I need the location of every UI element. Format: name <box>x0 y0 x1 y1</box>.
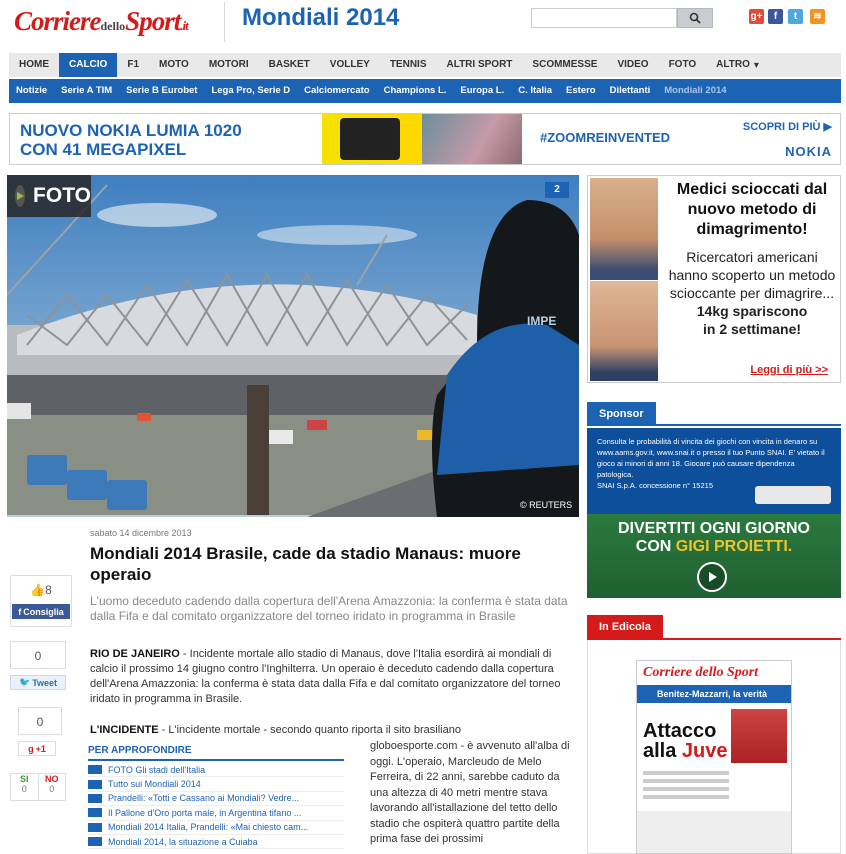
stadium-photo-illustration <box>7 175 579 517</box>
related-item[interactable] <box>88 806 344 820</box>
related-item-label: Il Pallone d'Oro porta male, in Argentina tifano ... <box>108 807 302 818</box>
promo-line-1: DIVERTITI OGNI GIORNO <box>617 520 810 537</box>
newspaper-cover[interactable] <box>636 660 792 854</box>
cover-logo: Corriere dello Sport <box>643 665 759 680</box>
photo-count-badge[interactable]: 2 <box>545 182 569 198</box>
nav-item-video[interactable]: VIDEO <box>617 59 649 70</box>
article-title: Mondiali 2014 Brasile, cade da stadio Manaus: muore operaio <box>90 544 521 584</box>
banner-line-2: CON 41 MEGAPIXEL <box>20 140 187 159</box>
main-navigation <box>9 53 841 77</box>
sponsor-box[interactable] <box>587 428 841 514</box>
article-photo[interactable] <box>7 175 579 517</box>
subnav-item-c-italia[interactable]: C. Italia <box>518 85 553 96</box>
section-label: L'INCIDENTE <box>90 724 159 736</box>
poll-box <box>10 773 66 801</box>
gplus-count: 0 <box>18 707 62 735</box>
cover-headline: Attacco alla Juve <box>643 720 728 762</box>
article-icon <box>88 808 102 817</box>
like-count: 👍8 <box>30 583 52 597</box>
nav-item-moto[interactable]: MOTO <box>159 59 189 70</box>
snai-promo-video[interactable] <box>587 514 841 598</box>
article-summary: L'uomo deceduto cadendo dalla copertura dell'Arena Amazzonia: la conferma è stata data dalla Fifa e dal comitato organizzatore del torneo iridato in programma in Brasile <box>90 594 568 623</box>
sponsor-header <box>587 402 841 426</box>
subnav-item-estero[interactable]: Estero <box>566 85 596 96</box>
sponsor-logos <box>755 486 831 504</box>
logo-main-text: Corriere <box>14 6 101 36</box>
related-item[interactable] <box>88 763 344 777</box>
poll-si[interactable] <box>11 774 39 800</box>
nav-item-foto[interactable]: FOTO <box>668 59 697 70</box>
related-item-label: Tutto sui Mondiali 2014 <box>108 779 201 790</box>
twitter-icon[interactable]: t <box>788 9 803 24</box>
article-icon <box>88 837 102 846</box>
nav-item-tennis[interactable]: TENNIS <box>389 59 427 70</box>
gplus-button[interactable] <box>18 741 56 756</box>
gplus-icon: g <box>28 743 34 754</box>
photo-badge-label: FOTO <box>33 184 91 207</box>
section-title[interactable]: Mondiali 2014 <box>242 4 400 31</box>
facebook-icon-small: f <box>18 606 22 617</box>
article-icon <box>88 780 102 789</box>
nav-item-altro[interactable]: ALTRO <box>716 59 750 70</box>
tweet-button[interactable] <box>10 675 66 690</box>
lead-dateline: RIO DE JANEIRO <box>90 648 180 660</box>
twitter-share-box <box>10 641 72 693</box>
banner-line-1: NUOVO NOKIA LUMIA 1020 <box>20 121 242 140</box>
article-section-paragraph <box>90 723 570 738</box>
article-date: sabato 14 dicembre 2013 <box>90 528 192 538</box>
sponsor-tab: Sponsor <box>587 402 656 426</box>
like-label: Consiglia <box>23 606 64 617</box>
facebook-share-box <box>10 575 72 627</box>
poll-si-count: 0 <box>21 784 27 794</box>
facebook-icon[interactable]: f <box>768 9 783 24</box>
poll-no[interactable] <box>39 774 66 800</box>
sponsor-concession: SNAI S.p.A. concessione n° 15215 <box>597 481 713 490</box>
nokia-banner-ad[interactable] <box>9 113 841 165</box>
subnav-item-dilettanti[interactable]: Dilettanti <box>609 85 651 96</box>
facebook-like-button[interactable] <box>12 604 70 619</box>
related-list <box>88 763 344 849</box>
sub-navigation <box>9 79 841 103</box>
banner-headline <box>20 121 242 159</box>
nav-item-calcio[interactable]: CALCIO <box>59 53 117 77</box>
search-button[interactable] <box>677 8 713 28</box>
after-photo <box>590 281 658 381</box>
diet-ad-claim-2: in 2 settimane! <box>702 321 802 337</box>
banner-cta[interactable]: SCOPRI DI PIÙ ▶ <box>742 121 832 133</box>
nav-item-scommesse[interactable]: SCOMMESSE <box>532 59 598 70</box>
diet-ad-text <box>666 248 838 338</box>
article-icon <box>88 823 102 832</box>
related-item-label: Prandelli: «Totti e Cassano ai Mondiali? Vedre... <box>108 793 300 804</box>
header-divider <box>224 2 225 42</box>
section-text: - L'incidente mortale - secondo quanto riporta il sito brasiliano <box>158 724 461 736</box>
logo-domain-text: .it <box>180 18 188 33</box>
video-play-icon[interactable] <box>697 562 727 592</box>
related-item-label: FOTO Gli stadi dell'Italia <box>108 764 206 775</box>
nav-item-home[interactable]: HOME <box>19 59 49 70</box>
logo-small-text: dello <box>100 19 126 33</box>
logo-sport-text: Sport <box>125 6 181 36</box>
edicola-header <box>587 615 841 640</box>
google-plus-icon[interactable]: g+ <box>750 11 763 22</box>
before-photo <box>590 178 658 280</box>
related-item[interactable] <box>88 835 344 849</box>
play-icon <box>13 183 27 209</box>
banner-hashtag: #ZOOMREINVENTED <box>540 130 671 145</box>
article-icon <box>88 794 102 803</box>
twitter-bird-icon: 🐦 <box>18 677 31 687</box>
lead-text: - Incidente mortale allo stadio di Manaus, dove l'Italia esordirà ai mondiali di calcio il prossimo 14 giugno contro l'Inghilterra. Un operaio è deceduto cadendo dalla copertura dell'Arena Amazzonia: la conferma è stata data dalla Fifa e dal comitato organizzatore del torneo iridato in programma in Brasile. <box>90 648 561 705</box>
search-input[interactable] <box>531 8 677 28</box>
article-icon <box>88 765 102 774</box>
related-articles <box>88 745 344 849</box>
related-item[interactable] <box>88 792 344 806</box>
nav-item-motori[interactable]: MOTORI <box>208 59 249 70</box>
photo-gallery-badge[interactable] <box>7 175 91 217</box>
banner-brand-logo: NOKIA <box>785 144 832 159</box>
chevron-down-icon: ▾ <box>753 59 759 71</box>
cover-text-lines <box>643 771 729 803</box>
subnav-item-serie-a-tim[interactable]: Serie A TIM <box>61 85 113 96</box>
subnav-item-calciomercato[interactable]: Calciomercato <box>304 85 370 96</box>
article-lead-paragraph <box>90 647 568 707</box>
diet-ad-claim-1: 14kg spariscono <box>696 303 808 319</box>
banner-photo <box>422 114 522 164</box>
related-item[interactable] <box>88 821 344 835</box>
site-logo[interactable] <box>14 6 188 37</box>
photo-credit: © REUTERS <box>520 500 573 510</box>
article-column-text: globoesporte.com - è avvenuto all'alba di oggi. L'operaio, Marcleudo de Melo Ferreira, di 22 anni, sarebbe caduto da una altezza di 40 metri mentre stava lavorando all'istallazione del tetto dello stadio che ospiterà quattro partite della prima fase dei prossimi <box>370 740 570 845</box>
nav-item-f1[interactable]: F1 <box>127 59 140 70</box>
poll-no-label: NO <box>45 774 59 784</box>
related-item-label: Mondiali 2014 Italia, Prandelli: «Mai chiesto cam... <box>108 822 309 833</box>
subnav-item-lega-pro-serie-d[interactable]: Lega Pro, Serie D <box>211 85 291 96</box>
related-heading: PER APPROFONDIRE <box>88 745 344 761</box>
promo-line-2: CON GIGI PROIETTI. <box>635 538 793 555</box>
subnav-item-europa-l-[interactable]: Europa L. <box>460 85 505 96</box>
edicola-box <box>587 640 841 854</box>
nav-item-altri-sport[interactable]: ALTRI SPORT <box>446 59 513 70</box>
cover-player-photo <box>731 709 787 799</box>
phone-image <box>340 118 400 160</box>
shirt-print: IMPE <box>527 314 557 328</box>
poll-no-count: 0 <box>49 784 55 794</box>
diet-ad-title: Medici scioccati dal nuovo metodo di dimagrimento! <box>676 181 828 238</box>
subnav-item-champions-l-[interactable]: Champions L. <box>383 85 447 96</box>
cover-strip: Benitez-Mazzarri, la verità <box>637 685 792 703</box>
subnav-item-mondiali-2014[interactable]: Mondiali 2014 <box>664 85 727 96</box>
diet-ad-link[interactable]: Leggi di più >> <box>750 364 828 376</box>
search-icon <box>689 12 701 24</box>
diet-ad-body: Ricercatori americani hanno scoperto un metodo scioccante per dimagrire... <box>668 249 836 301</box>
diet-ad[interactable] <box>587 175 841 383</box>
nav-item-basket[interactable]: BASKET <box>268 59 310 70</box>
subnav-item-notizie[interactable]: Notizie <box>16 85 48 96</box>
gplus-share-box <box>18 707 62 759</box>
subnav-item-serie-b-eurobet[interactable]: Serie B Eurobet <box>126 85 198 96</box>
nav-item-volley[interactable]: VOLLEY <box>329 59 370 70</box>
tweet-label: Tweet <box>32 677 58 688</box>
rss-icon[interactable]: ≋ <box>810 9 825 24</box>
related-item-label: Mondiali 2014, la situazione a Cuiaba <box>108 836 258 847</box>
cover-bottom-section <box>637 811 792 854</box>
related-item[interactable] <box>88 777 344 791</box>
tweet-count: 0 <box>10 641 66 669</box>
poll-si-label: SI <box>19 774 29 784</box>
gplus-label: +1 <box>35 743 46 754</box>
sponsor-text: Consulta le probabilità di vincita dei giochi con vincita in denaro su www.aams.gov.it, www.snai.it o presso il tuo Punto SNAI. E' vietato il gioco ai minori di anni 18. Giocare può causare dipendenza patologica. <box>597 437 825 479</box>
edicola-tab: In Edicola <box>587 615 663 640</box>
